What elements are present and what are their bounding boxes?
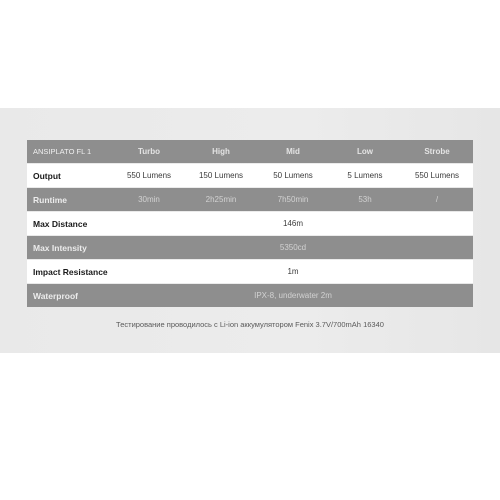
table-row-output <box>27 164 473 187</box>
runtime-mid: 7h50min <box>277 195 309 204</box>
row-label-impact-resistance: Impact Resistance <box>33 266 108 277</box>
table-header-row <box>27 140 473 163</box>
mode-header-high: High <box>212 147 230 156</box>
max-distance-value: 146m <box>282 219 303 228</box>
output-turbo: 550 Lumens <box>126 171 172 180</box>
mode-header-low: Low <box>357 147 373 156</box>
row-label-max-distance: Max Distance <box>33 218 88 229</box>
table-row-runtime <box>27 188 473 211</box>
table-row-impact-resistance <box>27 260 473 283</box>
runtime-turbo: 30min <box>138 195 160 204</box>
impact-resistance-value: 1m <box>287 267 299 276</box>
waterproof-value: IPX-8, underwater 2m <box>254 291 332 300</box>
output-strobe: 550 Lumens <box>414 171 460 180</box>
runtime-high: 2h25min <box>205 195 237 204</box>
mode-header-strobe: Strobe <box>424 147 450 156</box>
test-note-caption: Тестирование проводилось с Li-ion аккумулятором Fenix 3.7V/700mAh 16340 <box>116 320 384 329</box>
table-row-waterproof <box>27 284 473 307</box>
mode-header-turbo: Turbo <box>137 147 161 156</box>
table-row-max-distance <box>27 212 473 235</box>
table-row-max-intensity <box>27 236 473 259</box>
runtime-strobe: / <box>435 195 439 204</box>
row-label-waterproof: Waterproof <box>33 290 79 301</box>
max-intensity-value: 5350cd <box>279 243 307 252</box>
runtime-low: 53h <box>358 195 372 204</box>
model-name: ANSIPLATO FL 1 <box>33 147 92 156</box>
row-label-max-intensity: Max Intensity <box>33 242 87 253</box>
output-high: 150 Lumens <box>198 171 244 180</box>
spec-table <box>27 140 473 307</box>
row-label-output: Output <box>33 170 61 181</box>
mode-header-mid: Mid <box>286 147 300 156</box>
output-mid: 50 Lumens <box>273 171 313 180</box>
row-label-runtime: Runtime <box>33 194 67 205</box>
output-low: 5 Lumens <box>347 171 383 180</box>
